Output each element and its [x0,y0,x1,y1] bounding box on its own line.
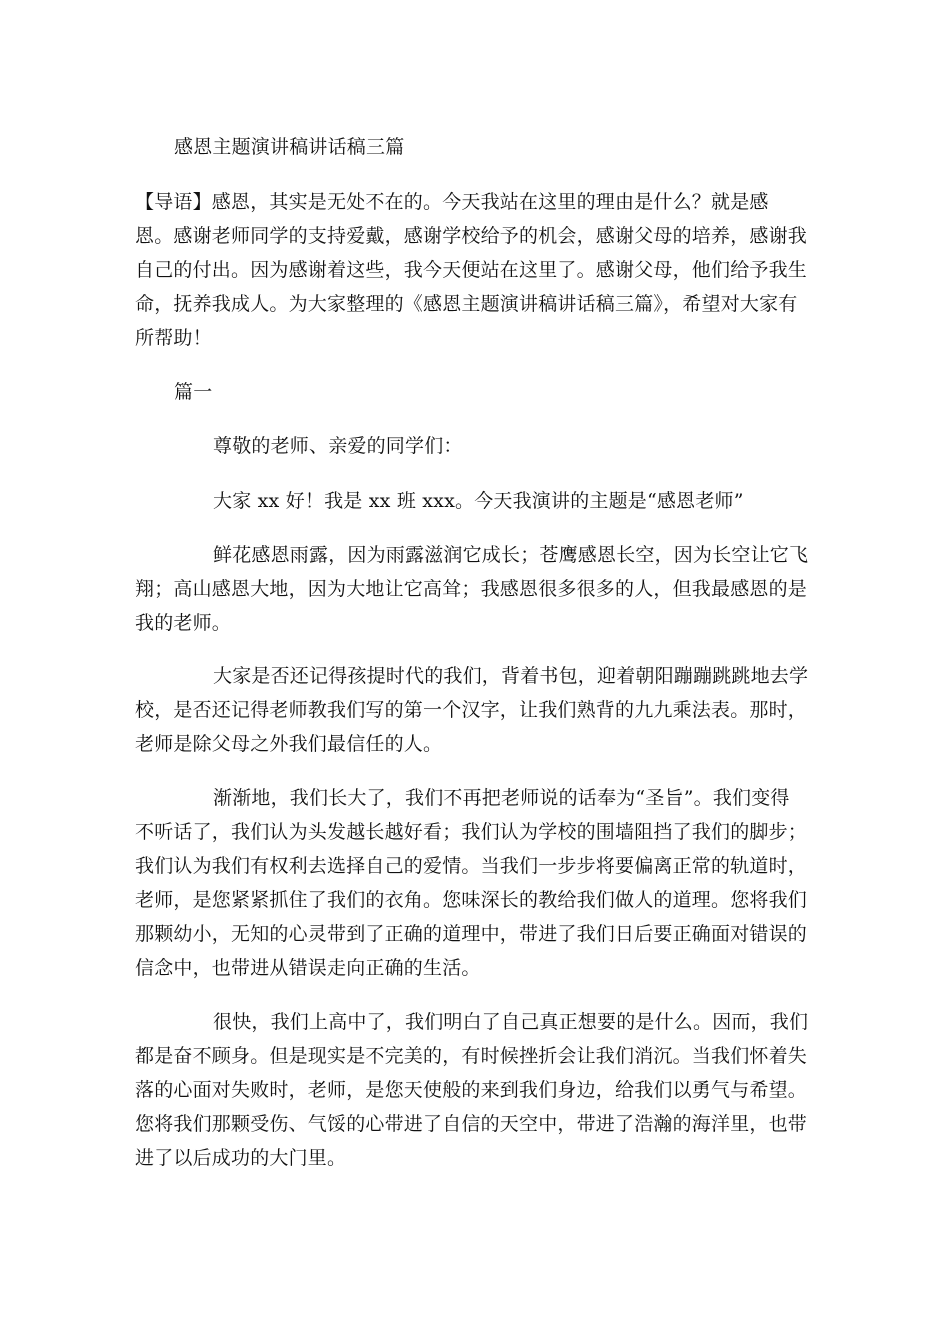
paragraph-line: 校，是否还记得老师教我们写的第一个汉字，让我们熟背的九九乘法表。那时， [135,699,808,721]
paragraph-line: 您将我们那颗受伤、气馁的心带进了自信的天空中，带进了浩瀚的海洋里，也带 [135,1113,808,1135]
paragraph-line: 我们认为我们有权利去选择自己的爱情。当我们一步步将要偏离正常的轨道时， [135,855,808,877]
paragraph-line: 大家是否还记得孩提时代的我们，背着书包，迎着朝阳蹦蹦跳跳地去学 [213,665,809,687]
salutation: 尊敬的老师、亲爱的同学们： [213,435,463,457]
paragraph-line: 鲜花感恩雨露，因为雨露滋润它成长；苍鹰感恩长空，因为长空让它飞 [213,544,809,566]
paragraph-line: 很快，我们上高中了，我们明白了自己真正想要的是什么。因而，我们 [213,1011,809,1033]
greeting: 大家 xx 好！我是 xx 班 xxx。今天我演讲的主题是“感恩老师” [213,490,744,512]
section-label: 篇一 [174,381,213,403]
paragraph-line: 进了以后成功的大门里。 [135,1147,347,1169]
paragraph-line: 落的心面对失败时，老师，是您天使般的来到我们身边，给我们以勇气与希望。 [135,1079,808,1101]
paragraph-line: 不听话了，我们认为头发越长越好看；我们认为学校的围墙阻挡了我们的脚步； [135,821,808,843]
paragraph-line: 都是奋不顾身。但是现实是不完美的，有时候挫折会让我们消沉。当我们怀着失 [135,1045,808,1067]
paragraph-line: 老师是除父母之外我们最信任的人。 [135,733,443,755]
intro-line: 所帮助！ [135,327,212,349]
intro-line: 【导语】感恩，其实是无处不在的。今天我站在这里的理由是什么？就是感 [135,191,769,213]
paragraph-line: 渐渐地，我们长大了，我们不再把老师说的话奉为“圣旨”。我们变得 [213,787,790,809]
paragraph-line: 翔；高山感恩大地，因为大地让它高耸；我感恩很多很多的人，但我最感恩的是 [135,578,808,600]
paragraph-line: 老师，是您紧紧抓住了我们的衣角。您味深长的教给我们做人的道理。您将我们 [135,889,808,911]
paragraph-line: 我的老师。 [135,612,232,634]
intro-line: 恩。感谢老师同学的支持爱戴，感谢学校给予的机会，感谢父母的培养，感谢我 [135,225,808,247]
paragraph-line: 信念中，也带进从错误走向正确的生活。 [135,957,481,979]
intro-line: 命，抚养我成人。为大家整理的《感恩主题演讲稿讲话稿三篇》，希望对大家有 [135,293,798,315]
paragraph-line: 那颗幼小，无知的心灵带到了正确的道理中，带进了我们日后要正确面对错误的 [135,923,808,945]
document-title: 感恩主题演讲稿讲话稿三篇 [174,136,405,158]
intro-line: 自己的付出。因为感谢着这些，我今天便站在这里了。感谢父母，他们给予我生 [135,259,808,281]
